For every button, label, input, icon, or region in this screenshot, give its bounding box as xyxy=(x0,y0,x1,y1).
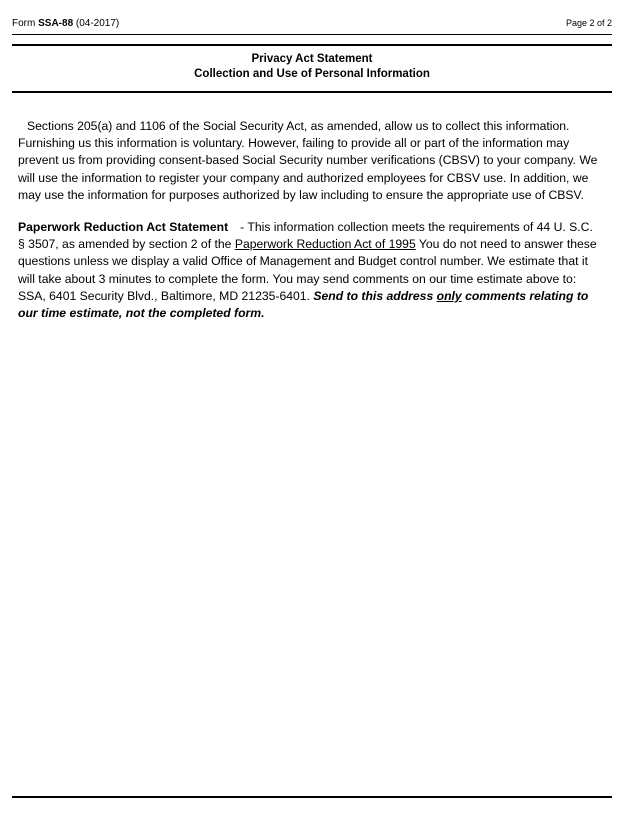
page-title-line2: Collection and Use of Personal Information xyxy=(194,68,430,80)
header-divider-thin xyxy=(12,34,612,35)
paperwork-heading: Paperwork Reduction Act Statement xyxy=(18,220,229,234)
paperwork-text-1: - This information collection meets the requirements of 44 U. S.C. § 3507, as amended by section 2 of the xyxy=(18,220,593,252)
paperwork-emphasis-only: only xyxy=(436,288,462,303)
paperwork-act-link[interactable]: Paperwork Reduction Act of 1995 xyxy=(234,237,416,252)
form-number: SSA-88 xyxy=(38,18,74,29)
title-divider xyxy=(12,91,612,93)
footer-divider xyxy=(12,796,612,798)
privacy-act-text: Sections 205(a) and 1106 of the Social Security Act, as amended, allow us to collect this information. Furnishing us this information is voluntary. However, failing to provide all or part of the information may prevent us from providing consent-based Social Security number verifications (CBSV) to your company. We will use the information to register your company and authorized employees for CBSV use. In addition, we may use the information for purposes authorized by law including to ensure the appropriate use of CBSV. xyxy=(18,119,598,202)
header-divider-thick xyxy=(12,44,612,46)
form-date: (04-2017) xyxy=(73,18,120,29)
form-label: Form xyxy=(12,18,39,29)
paperwork-reduction-paragraph xyxy=(18,219,603,322)
paperwork-text-2: You do not need to answer these questions unless we display a valid Office of Management and Budget control number. We estimate that it will take about 3 minutes to complete the form. You may send comments on our time estimate above to: SSA, 6401 Security Blvd., Baltimore, MD 21235-6401. xyxy=(18,237,597,303)
page-title-line1: Privacy Act Statement xyxy=(251,53,373,65)
paperwork-emphasis-2: comments relating to our time estimate, not the completed form. xyxy=(18,288,589,321)
form-identifier xyxy=(12,18,119,29)
page-title xyxy=(12,52,612,82)
page-number: Page 2 of 2 xyxy=(565,18,612,28)
privacy-act-paragraph xyxy=(18,118,603,204)
paperwork-emphasis-1: Send to this address xyxy=(313,288,437,303)
page-header xyxy=(12,18,612,29)
